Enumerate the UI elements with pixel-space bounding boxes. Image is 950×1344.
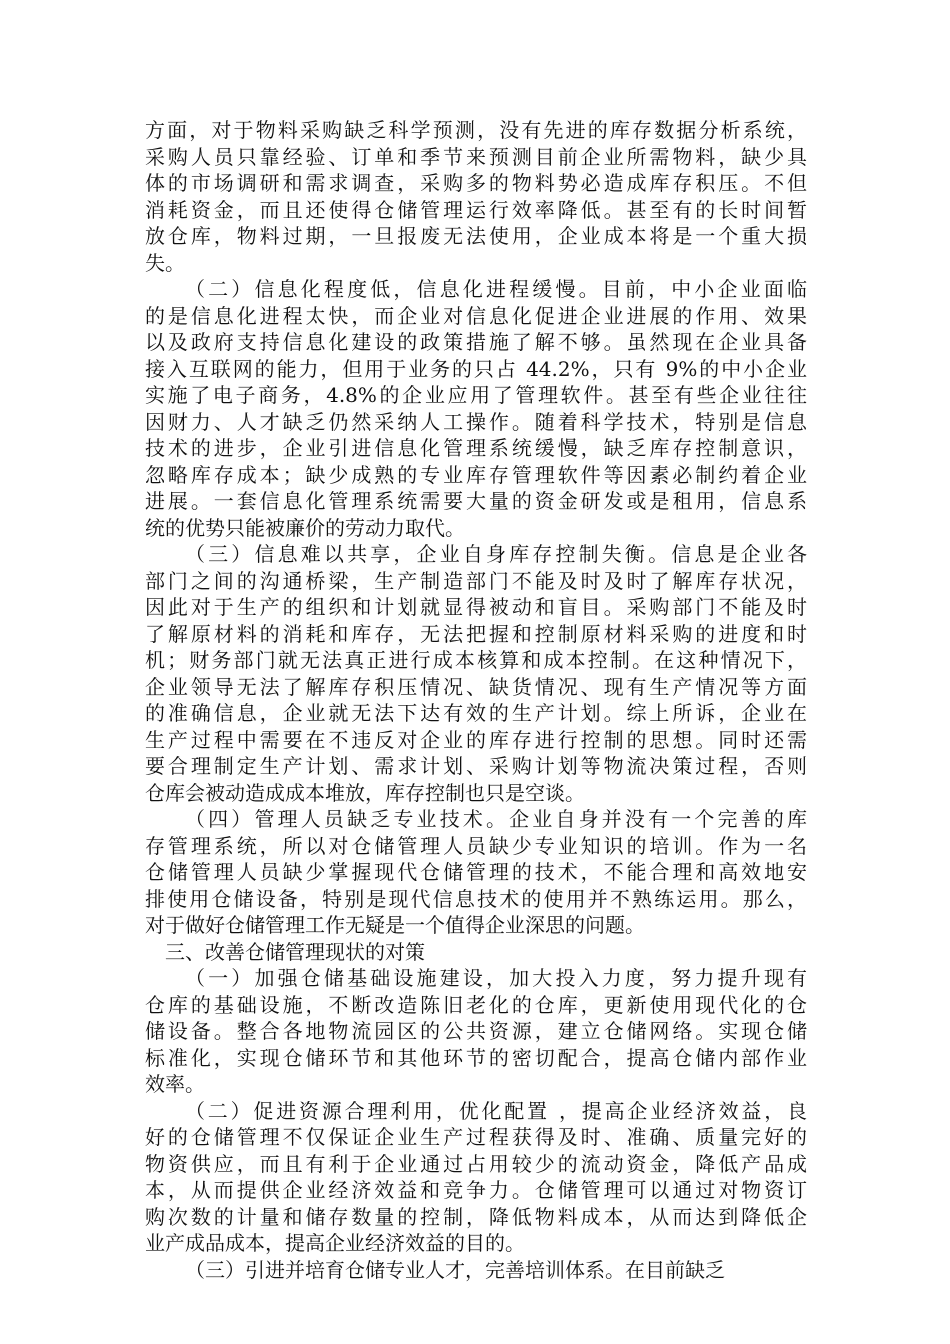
text-line: 忽略库存成本；缺少成熟的专业库存管理软件等因素必制约着企业 [145, 462, 807, 487]
text-line: 的准确信息，企业就无法下达有效的生产计划。综上所诉，企业在 [145, 701, 807, 725]
body-text [145, 117, 807, 1283]
text-line: 仓库的基础设施，不断改造陈旧老化的仓库，更新使用现代化的仓 [145, 992, 807, 1017]
text-line: 存管理系统，所以对仓储管理人员缺少专业知识的培训。作为一名 [145, 833, 807, 858]
section-heading: 三、改善仓储管理现状的对策 [165, 939, 425, 964]
text-line: 采购人员只靠经验、订单和季节来预测目前企业所需物料，缺少具 [145, 144, 807, 169]
text-line: 对于做好仓储管理工作无疑是一个值得企业深思的问题。 [145, 913, 645, 937]
text-line: 接入互联网的能力，但用于业务的只占 44.2%，只有 9%的中小企业 [145, 356, 807, 381]
text-line: 购次数的计量和储存数量的控制，降低物料成本，从而达到降低企 [145, 1204, 807, 1229]
text-line: 企业领导无法了解库存积压情况、缺货情况、现有生产情况等方面 [145, 674, 807, 699]
paragraph-start-line: （三）信息难以共享，企业自身库存控制失衡。信息是企业各 [185, 542, 807, 566]
text-line: 要合理制定生产计划、需求计划、采购计划等物流决策过程，否则 [145, 754, 807, 778]
text-line: 物资供应，而且有利于企业通过占用较少的流动资金，降低产品成 [145, 1151, 807, 1176]
text-line: 标准化，实现仓储环节和其他环节的密切配合，提高仓储内部作业 [145, 1045, 807, 1070]
text-line: 生产过程中需要在不违反对企业的库存进行控制的思想。同时还需 [145, 727, 807, 752]
text-line: 仓库会被动造成成本堆放，库存控制也只是空谈。 [145, 780, 585, 805]
paragraph-start-line: （四）管理人员缺乏专业技术。企业自身并没有一个完善的库 [185, 807, 807, 831]
text-line: 消耗资金，而且还使得仓储管理运行效率降低。甚至有的长时间暂 [145, 197, 807, 222]
text-line: 储设备。整合各地物流园区的公共资源，建立仓储网络。实现仓储 [145, 1019, 807, 1043]
text-line: 本，从而提供企业经济效益和竞争力。仓储管理可以通过对物资订 [145, 1178, 807, 1202]
paragraph-start-line: （二）信息化程度低，信息化进程缓慢。目前，中小企业面临 [185, 277, 807, 301]
text-line: 统的优势只能被廉价的劳动力取代。 [145, 515, 465, 540]
text-line: 方面，对于物料采购缺乏科学预测，没有先进的库存数据分析系统， [145, 118, 807, 142]
text-line: 实施了电子商务，4.8%的企业应用了管理软件。甚至有些企业往往 [145, 383, 807, 407]
text-line: 因财力、人才缺乏仍然采纳人工操作。随着科学技术，特别是信息 [145, 409, 807, 434]
text-line: 失。 [145, 250, 185, 275]
text-line: 放仓库，物料过期，一旦报废无法使用，企业成本将是一个重大损 [145, 224, 807, 248]
text-line: 的是信息化进程太快，而企业对信息化促进企业进展的作用、效果 [145, 303, 807, 328]
paragraph-start-line: （三）引进并培育仓储专业人才，完善培训体系。在目前缺乏 [185, 1257, 725, 1282]
text-line: 机；财务部门就无法真正进行成本核算和成本控制。在这种情况下， [145, 648, 807, 672]
text-line: 以及政府支持信息化建设的政策措施了解不够。虽然现在企业具备 [145, 330, 807, 354]
text-line: 体的市场调研和需求调查，采购多的物料势必造成库存积压。不但 [145, 171, 807, 195]
text-line: 进展。一套信息化管理系统需要大量的资金研发或是租用，信息系 [145, 489, 807, 513]
paragraph-start-line: （一）加强仓储基础设施建设，加大投入力度，努力提升现有 [185, 966, 807, 990]
text-line: 排使用仓储设备，特别是现代信息技术的使用并不熟练运用。那么， [145, 886, 807, 911]
text-line: 好的仓储管理不仅保证企业生产过程获得及时、准确、质量完好的 [145, 1125, 807, 1149]
text-line: 效率。 [145, 1072, 205, 1096]
paragraph-start-line: （二）促进资源合理利用，优化配置 ，提高企业经济效益，良 [185, 1098, 807, 1123]
text-line: 技术的进步，企业引进信息化管理系统缓慢，缺乏库存控制意识， [145, 436, 807, 460]
text-line: 部门之间的沟通桥梁，生产制造部门不能及时及时了解库存状况， [145, 568, 807, 593]
text-line: 业产成品成本，提高企业经济效益的目的。 [145, 1231, 525, 1255]
text-line: 了解原材料的消耗和库存，无法把握和控制原材料采购的进度和时 [145, 621, 807, 646]
text-line: 仓储管理人员缺少掌握现代仓储管理的技术，不能合理和高效地安 [145, 860, 807, 884]
text-line: 因此对于生产的组织和计划就显得被动和盲目。采购部门不能及时 [145, 595, 807, 619]
